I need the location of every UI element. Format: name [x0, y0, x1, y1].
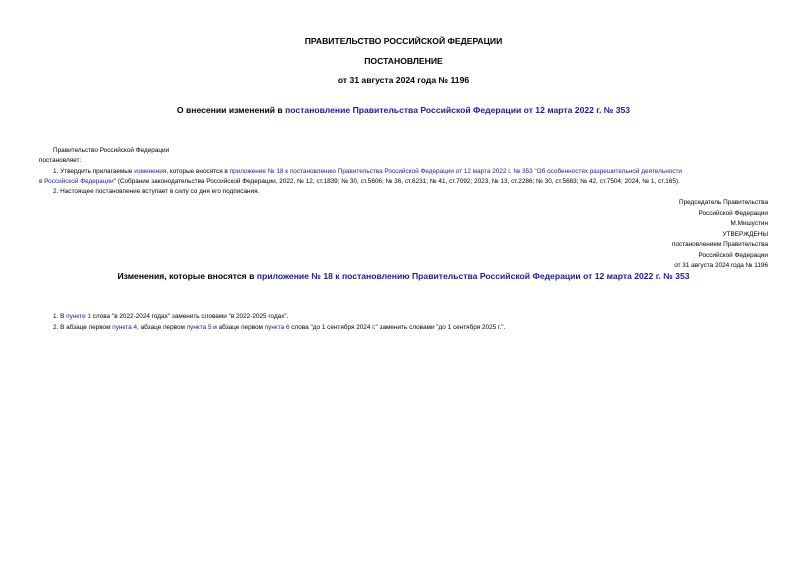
document-issuer: ПРАВИТЕЛЬСТВО РОССИЙСКОЙ ФЕДЕРАЦИИ: [304, 36, 503, 46]
item1-text-a: 1. В: [53, 313, 67, 320]
item2-link-point-6[interactable]: пункта 6: [264, 324, 290, 331]
p1-link-annex-cont[interactable]: в Российской Федерации: [39, 178, 114, 185]
intro-line-2: постановляет:: [39, 157, 82, 164]
item1-link-point-1[interactable]: пункте 1: [66, 313, 91, 320]
item2-link-point-5[interactable]: пункта 5: [186, 324, 212, 331]
annex-title-prefix: Изменения, которые вносятся в: [117, 271, 257, 281]
annex-item-1: [53, 312, 288, 321]
signature-position-2: Российской Федерации: [698, 210, 768, 217]
paragraph-1-line-2: [39, 177, 680, 186]
document-kind: ПОСТАНОВЛЕНИЕ: [364, 56, 443, 66]
intro-line-1: Правительство Российской Федерации: [53, 147, 170, 154]
p1-link-changes[interactable]: изменения: [134, 168, 167, 175]
p1-text-c: " (Собрание законодательства Российской Федерации, 2022, № 12, ст.1839; № 30, ст.5606; № 36, ст.6231; № 41, ст.7092; 2023, № 13, ст.2286; № 30, ст.5683; № 42, ст.7504; 2024, № 1, ст.165).: [113, 178, 680, 185]
signature-name: М.Мишустин: [730, 220, 768, 227]
paragraph-1-line-1: [53, 167, 682, 176]
item2-text-b: , абзаце первом: [137, 324, 187, 331]
item1-text-b: слова "в 2022-2024 годах" заменить словами "в 2022-2025 годах".: [90, 313, 289, 320]
paragraph-2: 2. Настоящее постановление вступает в силу со дня его подписания.: [53, 188, 260, 195]
p1-text-b: , которые вносятся в: [166, 168, 230, 175]
p1-text-a: 1. Утвердить прилагаемые: [53, 168, 135, 175]
annex-title-link[interactable]: приложение № 18 к постановлению Правительства Российской Федерации от 12 марта 2022 г. № 353: [256, 271, 690, 281]
item2-text-d: слова "до 1 сентября 2024 г." заменить словами "до 1 сентября 2025 г.".: [289, 324, 506, 331]
approved-by-2: Российской Федерации: [698, 252, 768, 259]
p1-link-annex[interactable]: приложение № 18 к постановлению Правительства Российской Федерации от 12 марта 2022 г. № 353 "Об особенностях разрешительной деятельности: [229, 168, 682, 175]
approved-by-1: постановлением Правительства: [672, 241, 768, 248]
annex-title: [0, 271, 807, 282]
item2-text-c: и абзаце первом: [211, 324, 265, 331]
subject-link[interactable]: постановление Правительства Российской Федерации от 12 марта 2022 г. № 353: [285, 105, 631, 115]
item2-link-point-4[interactable]: пункта 4: [112, 324, 138, 331]
approved-label: УТВЕРЖДЕНЫ: [722, 231, 768, 238]
document-subject: [0, 105, 807, 116]
document-date: от 31 августа 2024 года № 1196: [337, 75, 470, 85]
item2-text-a: 2. В абзаце первом: [53, 324, 113, 331]
annex-item-2: [53, 323, 505, 332]
approved-date: от 31 августа 2024 года № 1196: [674, 262, 768, 269]
subject-prefix: О внесении изменений в: [176, 105, 286, 115]
signature-position-1: Председатель Правительства: [679, 199, 768, 206]
